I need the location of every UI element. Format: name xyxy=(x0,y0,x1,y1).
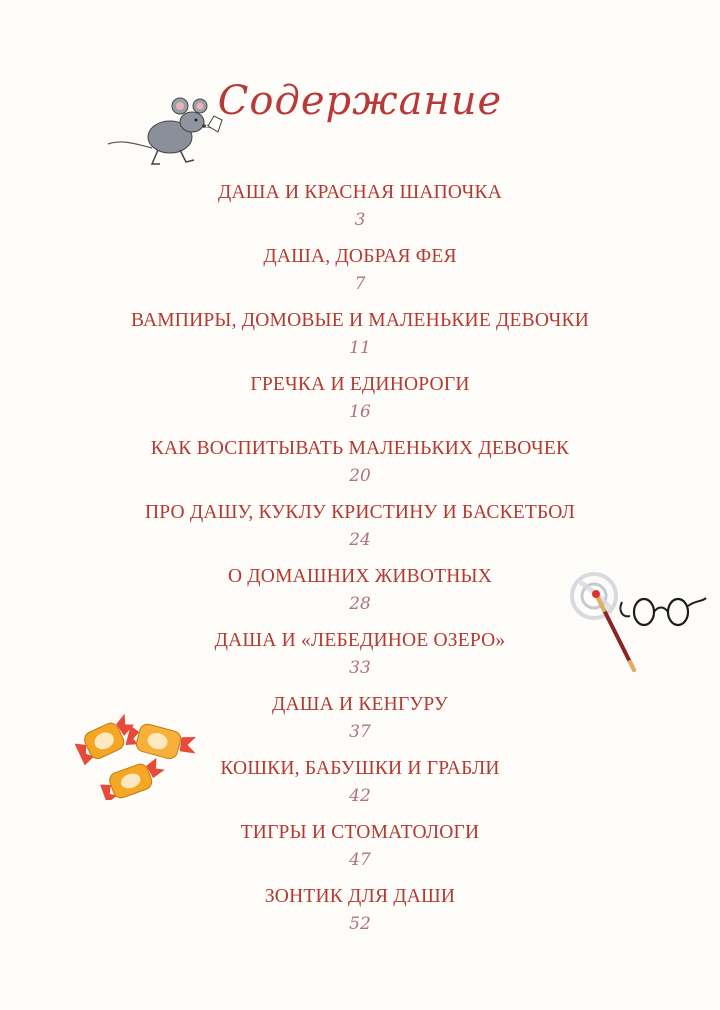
magic-wand-and-glasses-illustration xyxy=(552,562,712,682)
page-title: Содержание xyxy=(217,78,503,124)
toc-entry-page: 24 xyxy=(349,530,371,550)
candies-illustration xyxy=(66,700,226,800)
toc-entry-page: 16 xyxy=(349,402,371,422)
toc-entry-title: КАК ВОСПИТЫВАТЬ МАЛЕНЬКИХ ДЕВОЧЕК xyxy=(150,438,570,459)
toc-entry-title: КОШКИ, БАБУШКИ И ГРАБЛИ xyxy=(220,758,500,779)
toc-entry-title: ЗОНТИК ДЛЯ ДАШИ xyxy=(264,886,456,907)
toc-entry-title: ДАША И «ЛЕБЕДИНОЕ ОЗЕРО» xyxy=(214,630,506,651)
toc-entry-title: ДАША И КРАСНАЯ ШАПОЧКА xyxy=(217,182,503,203)
toc-entry-title: ВАМПИРЫ, ДОМОВЫЕ И МАЛЕНЬКИЕ ДЕВОЧКИ xyxy=(130,310,589,331)
toc-entry-title: ТИГРЫ И СТОМАТОЛОГИ xyxy=(240,822,480,843)
toc-entry-title: О ДОМАШНИХ ЖИВОТНЫХ xyxy=(227,566,493,587)
toc-entry-title: ГРЕЧКА И ЕДИНОРОГИ xyxy=(250,374,470,395)
toc-entry[interactable] xyxy=(0,242,720,296)
toc-entry[interactable] xyxy=(0,882,720,936)
toc-entry-page: 37 xyxy=(349,722,371,742)
toc-entry[interactable] xyxy=(0,370,720,424)
toc-entry-page: 20 xyxy=(349,466,371,486)
toc-entry-title: ДАША, ДОБРАЯ ФЕЯ xyxy=(263,246,457,267)
toc-entry-page: 11 xyxy=(349,338,371,358)
toc-entry-page: 3 xyxy=(354,210,366,230)
toc-entry-page: 42 xyxy=(349,786,371,806)
toc-entry[interactable] xyxy=(0,434,720,488)
toc-entry-page: 28 xyxy=(349,594,371,614)
toc-entry-page: 33 xyxy=(349,658,371,678)
toc-entry[interactable] xyxy=(0,818,720,872)
toc-entry[interactable] xyxy=(0,178,720,232)
toc-entry-page: 47 xyxy=(349,850,371,870)
toc-entry-title: ПРО ДАШУ, КУКЛУ КРИСТИНУ И БАСКЕТБОЛ xyxy=(144,502,576,523)
toc-entry-page: 7 xyxy=(354,274,366,294)
toc-entry-page: 52 xyxy=(349,914,371,934)
toc-entry-title: ДАША И КЕНГУРУ xyxy=(271,694,448,715)
toc-entry[interactable] xyxy=(0,306,720,360)
toc-entry[interactable] xyxy=(0,498,720,552)
